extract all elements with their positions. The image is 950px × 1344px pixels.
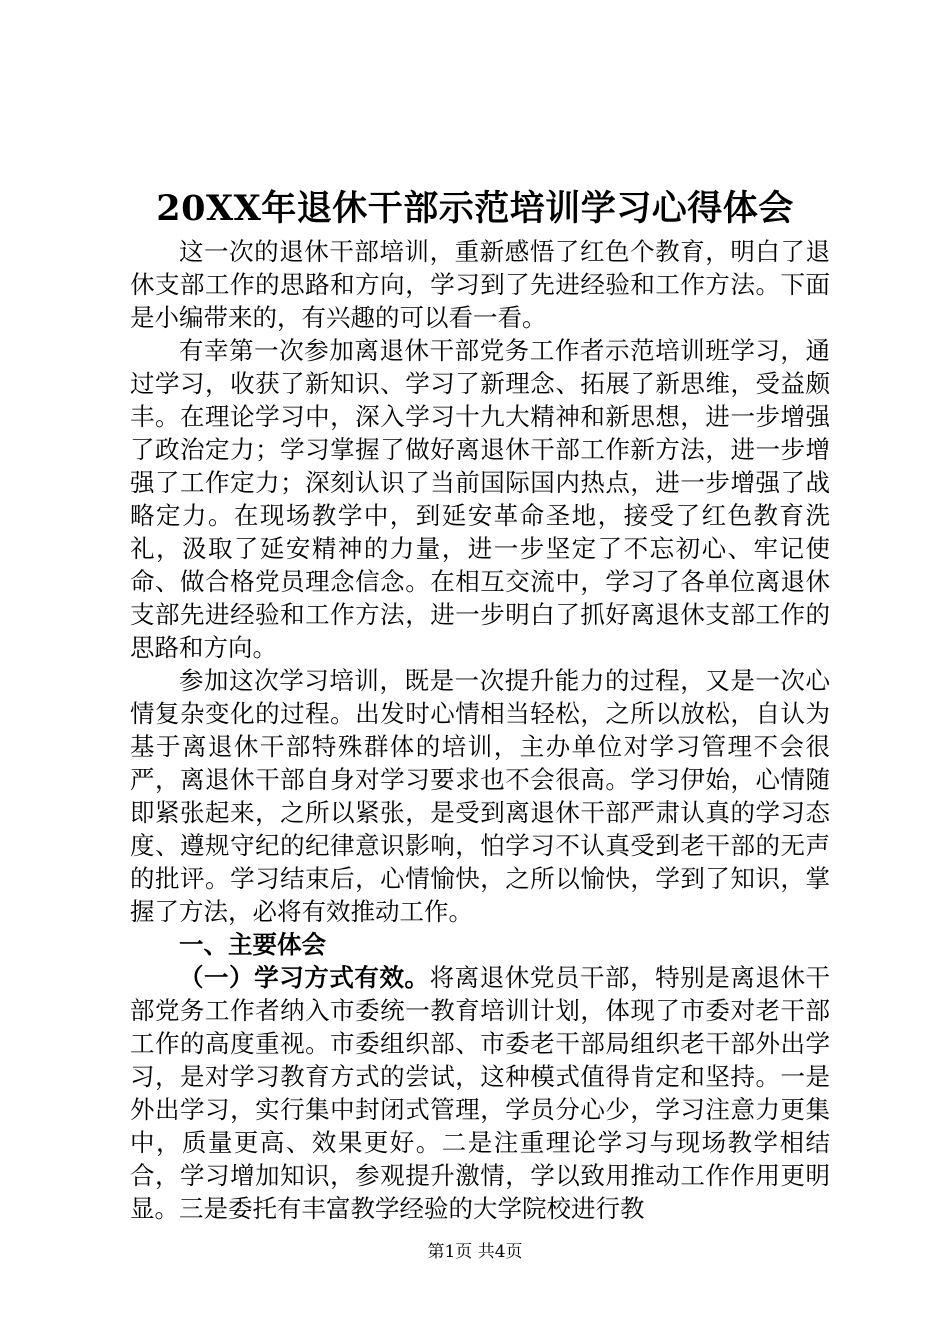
paragraph-intro: 这一次的退休干部培训，重新感悟了红色个教育，明白了退休支部工作的思路和方向，学习到了先进经验和工作方法。下面是小编带来的，有兴趣的可以看一看。 <box>130 237 830 332</box>
document-body <box>130 235 830 1225</box>
paragraph-mood-change: 参加这次学习培训，既是一次提升能力的过程，又是一次心情复杂变化的过程。出发时心情相当轻松，之所以放松，自认为基于离退休干部特殊群体的培训，主办单位对学习管理不会很严，离退休干部自身对学习要求也不会很高。学习伊始，心情随即紧张起来，之所以紧张，是受到离退休干部严肃认真的学习态度、遵规守纪的纪律意识影响，怕学习不认真受到老干部的无声的批评。学习结束后，心情愉快，之所以愉快，学到了知识，掌握了方法，必将有效推动工作。 <box>130 666 830 926</box>
section-heading: 一、主要体会 <box>179 930 326 959</box>
page-footer: 第1页 共4页 <box>427 1242 523 1262</box>
document-title: 20XX年退休干部示范培训学习心得体会 <box>156 188 794 229</box>
paragraph-training-gains: 有幸第一次参加离退休干部党务工作者示范培训班学习，通过学习，收获了新知识、学习了新理念、拓展了新思维，受益颇丰。在理论学习中，深入学习十九大精神和新思想，进一步增强了政治定力；学习掌握了做好离退休干部工作新方法，进一步增强了工作定力；深刻认识了当前国际国内热点，进一步增强了战略定力。在现场教学中，到延安革命圣地，接受了红色教育洗礼，汲取了延安精神的力量，进一步坚定了不忘初心、牢记使命、做合格党员理念信念。在相互交流中，学习了各单位离退休支部先进经验和工作方法，进一步明白了抓好离退休支部工作的思路和方向。 <box>130 336 830 662</box>
subsection-lead: （一）学习方式有效。 <box>179 963 430 992</box>
subsection-text: 将离退休党员干部，特别是离退休干部党务工作者纳入市委统一教育培训计划，体现了市委对老干部工作的高度重视。市委组织部、市委老干部局组织老干部外出学习，是对学习教育方式的尝试，这种模式值得肯定和坚持。一是外出学习，实行集中封闭式管理，学员分心少，学习注意力更集中，质量更高、效果更好。二是注重理论学习与现场教学相结合，学习增加知识，参观提升激情，学以致用推动工作作用更明显。三是委托有丰富教学经验的大学院校进行教 <box>130 963 831 1223</box>
paragraph-subsection-1 <box>130 961 830 1225</box>
